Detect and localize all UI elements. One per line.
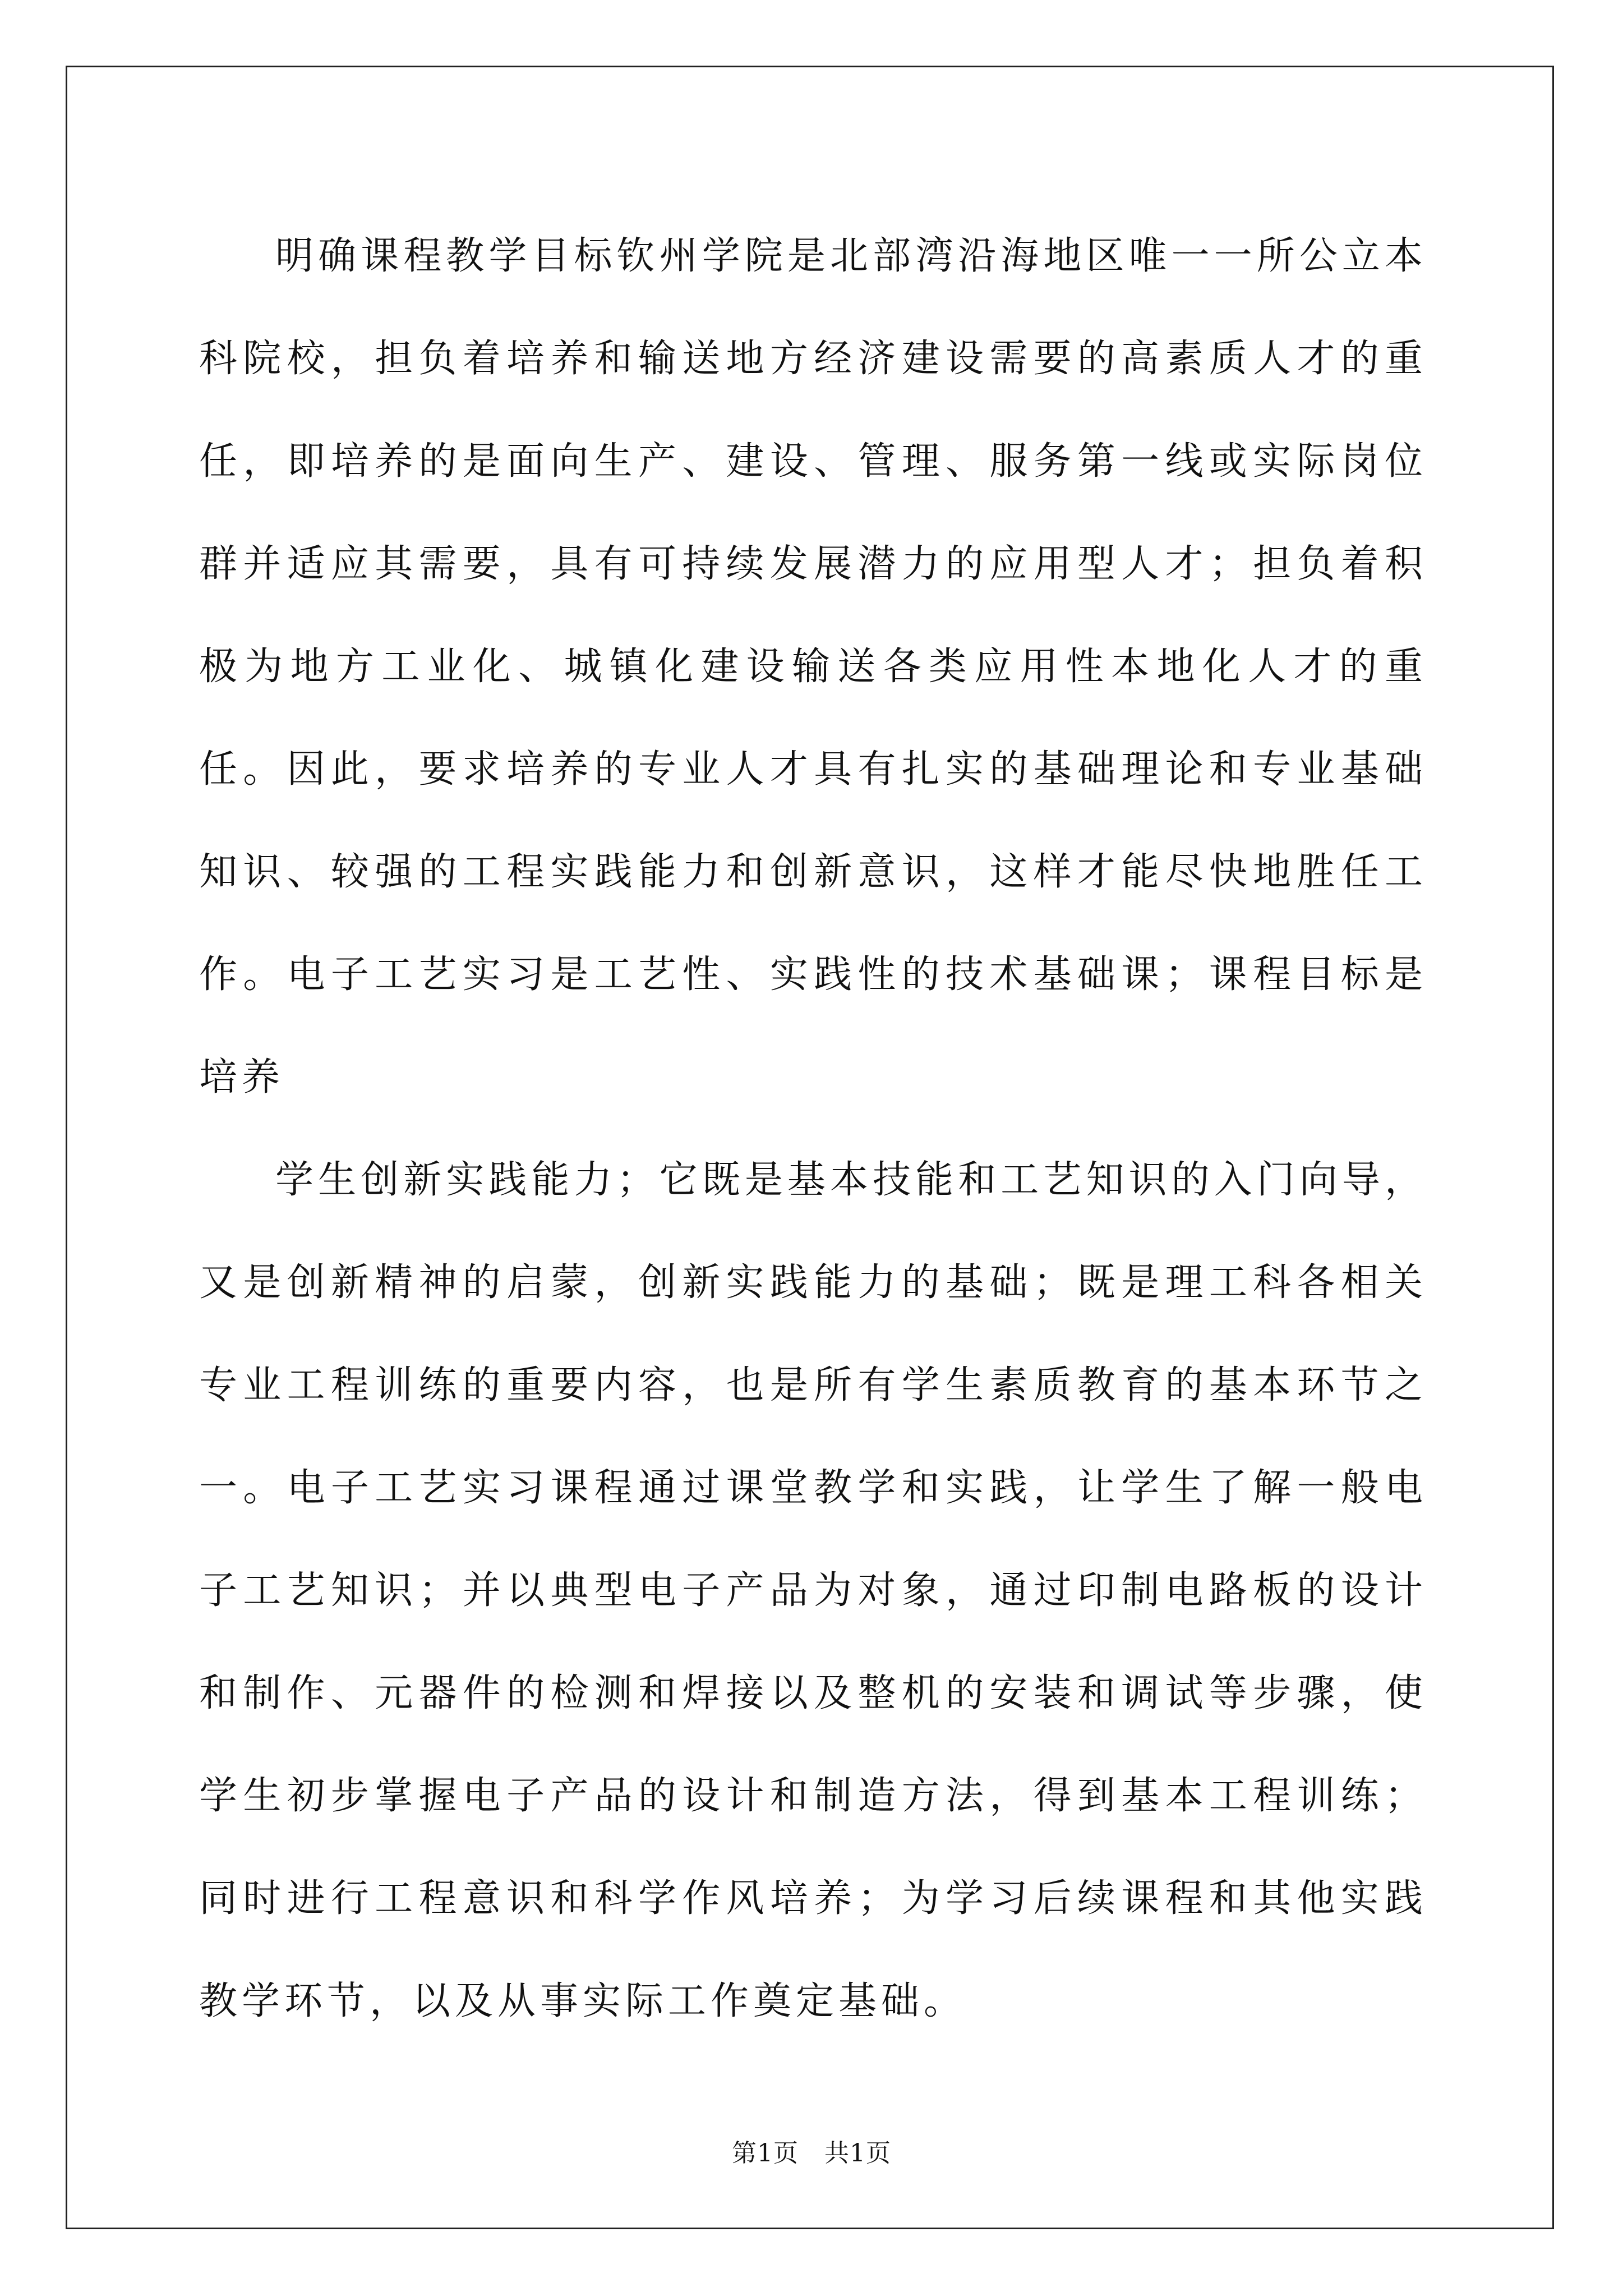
document-body: [199, 205, 1427, 2053]
paragraph-1: 明确课程教学目标钦州学院是北部湾沿海地区唯一一所公立本科院校，担负着培养和输送地方经济建设需要的高素质人才的重任，即培养的是面向生产、建设、管理、服务第一线或实际岗位群并适应其需要，具有可持续发展潜力的应用型人才；担负着积极为地方工业化、城镇化建设输送各类应用性本地化人才的重任。因此，要求培养的专业人才具有扎实的基础理论和专业基础知识、较强的工程实践能力和创新意识，这样才能尽快地胜任工作。电子工艺实习是工艺性、实践性的技术基础课；课程目标是培养: [199, 234, 1427, 1099]
page-number-current: 第1页: [732, 2139, 799, 2168]
paragraph-2: 学生创新实践能力；它既是基本技能和工艺知识的入门向导，又是创新精神的启蒙，创新实践能力的基础；既是理工科各相关专业工程训练的重要内容，也是所有学生素质教育的基本环节之一。电子工艺实习课程通过课堂教学和实践，让学生了解一般电子工艺知识；并以典型电子产品为对象，通过印制电路板的设计和制作、元器件的检测和焊接以及整机的安装和调试等步骤，使学生初步掌握电子产品的设计和制造方法，得到基本工程训练；同时进行工程意识和科学作风培养；为学习后续课程和其他实践教学环节，以及从事实际工作奠定基础。: [199, 1158, 1427, 2023]
page-footer: [0, 2133, 1623, 2169]
page-number-total: 共1页: [824, 2139, 891, 2168]
